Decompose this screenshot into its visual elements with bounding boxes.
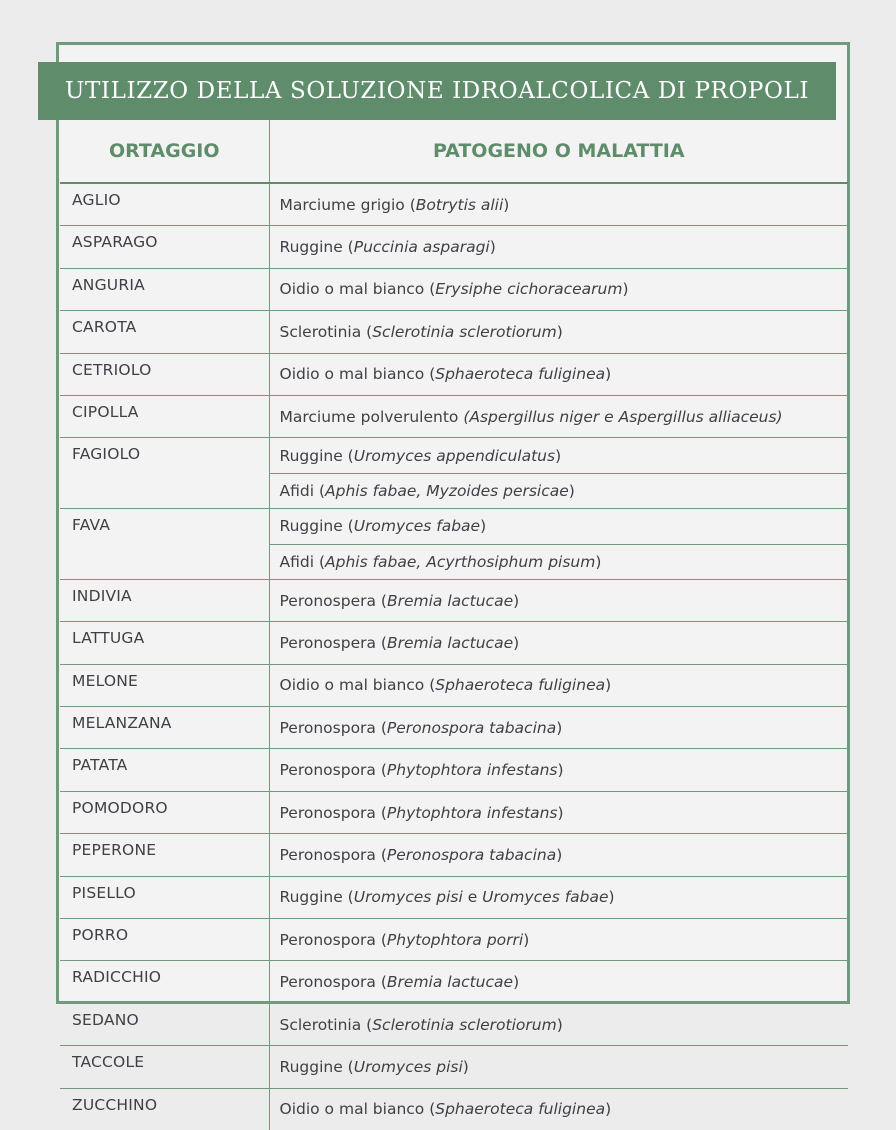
pathogen-cell: [269, 1003, 848, 1045]
scientific-name: Botrytis alii: [415, 195, 504, 214]
disease-name: Oidio o mal bianco (: [279, 1100, 436, 1119]
disease-name: Peronospora (: [279, 761, 387, 780]
pathogen-cell: [269, 749, 848, 791]
vegetable-cell: CAROTA: [60, 311, 269, 353]
disease-name: Peronospora (: [279, 718, 387, 737]
pathogen-cell: [269, 622, 848, 664]
disease-name: ): [608, 888, 615, 907]
disease-name: ): [605, 1100, 612, 1119]
vegetable-cell: PORRO: [60, 919, 269, 961]
vegetable-cell: INDIVIA: [60, 579, 269, 621]
pathogen-cell: [269, 473, 848, 508]
vegetable-cell: PISELLO: [60, 876, 269, 918]
disease-name: Afidi (: [279, 552, 325, 571]
pathogen-cell: [269, 961, 848, 1003]
vegetable-cell: AGLIO: [60, 183, 269, 226]
pathogen-cell: [269, 268, 848, 310]
vegetable-cell: PATATA: [60, 749, 269, 791]
disease-name: ): [480, 517, 487, 536]
table-row: [60, 268, 848, 310]
pathogen-cell: [269, 664, 848, 706]
pathogen-cell: [269, 579, 848, 621]
table-row: [60, 876, 848, 918]
disease-name: e: [462, 888, 483, 907]
disease-name: Ruggine (: [279, 446, 354, 465]
table-row: [60, 749, 848, 791]
disease-name: Ruggine (: [279, 888, 354, 907]
disease-name: Peronospora (: [279, 973, 387, 992]
scientific-name: Uromyces appendiculatus: [353, 446, 556, 465]
pathogen-cell: [269, 1046, 848, 1088]
table-row: [60, 961, 848, 1003]
vegetable-cell: RADICCHIO: [60, 961, 269, 1003]
disease-name: Marciume grigio (: [279, 195, 416, 214]
disease-name: Sclerotinia (: [279, 322, 373, 341]
disease-name: ): [622, 280, 629, 299]
table-row: [60, 664, 848, 706]
pathogen-cell: [269, 438, 848, 473]
table-row: [60, 1046, 848, 1088]
scientific-name: Bremia lactucae: [386, 633, 514, 652]
table-row: [60, 395, 848, 437]
table-row: [60, 1088, 848, 1130]
disease-name: Marciume polverulento: [279, 407, 464, 426]
table-row: [60, 311, 848, 353]
disease-name: ): [556, 718, 563, 737]
scientific-name: Aphis fabae, Myzoides persicae: [325, 481, 569, 500]
pathogen-cell: [269, 226, 848, 268]
table-row: [60, 1003, 848, 1045]
disease-name: Ruggine (: [279, 517, 354, 536]
table-row: [60, 183, 848, 226]
table-title: UTILIZZO DELLA SOLUZIONE IDROALCOLICA DI PROPOLI: [38, 62, 836, 120]
pathogen-cell: [269, 1088, 848, 1130]
table-row: [60, 509, 848, 544]
scientific-name: Uromyces fabae: [353, 517, 481, 536]
propolis-table: [60, 120, 848, 1130]
pathogen-cell: [269, 791, 848, 833]
table-row: [60, 438, 848, 473]
disease-name: ): [557, 803, 564, 822]
table-row: [60, 622, 848, 664]
scientific-name: Uromyces pisi: [353, 1057, 463, 1076]
scientific-name: Bremia lactucae: [386, 591, 514, 610]
table-row: [60, 226, 848, 268]
header-row: [60, 120, 848, 183]
disease-name: ): [557, 761, 564, 780]
pathogen-cell: [269, 395, 848, 437]
vegetable-cell: TACCOLE: [60, 1046, 269, 1088]
table-row: [60, 919, 848, 961]
disease-name: Peronospora (: [279, 930, 387, 949]
disease-name: ): [462, 1057, 469, 1076]
disease-name: ): [605, 365, 612, 384]
pathogen-cell: [269, 876, 848, 918]
disease-name: Oidio o mal bianco (: [279, 365, 436, 384]
vegetable-cell: MELONE: [60, 664, 269, 706]
disease-name: ): [568, 481, 575, 500]
pathogen-cell: [269, 509, 848, 544]
disease-name: Peronospera (: [279, 633, 387, 652]
table-row: [60, 707, 848, 749]
scientific-name: Uromyces pisi: [353, 888, 463, 907]
table-row: [60, 353, 848, 395]
header-vegetable: ORTAGGIO: [60, 120, 269, 183]
pathogen-cell: [269, 311, 848, 353]
disease-name: ): [489, 238, 496, 257]
pathogen-cell: [269, 919, 848, 961]
scientific-name: Peronospora tabacina: [386, 718, 557, 737]
pathogen-cell: [269, 707, 848, 749]
vegetable-cell: ZUCCHINO: [72, 1095, 158, 1114]
vegetable-cell: MELANZANA: [60, 707, 269, 749]
scientific-name: Phytophtora porri: [386, 930, 524, 949]
pathogen-cell: [269, 353, 848, 395]
vegetable-cell: CIPOLLA: [60, 395, 269, 437]
disease-name: Afidi (: [279, 481, 325, 500]
scientific-name: Bremia lactucae: [386, 973, 514, 992]
table-row: [60, 791, 848, 833]
vegetable-cell: ANGURIA: [60, 268, 269, 310]
disease-name: ): [556, 845, 563, 864]
disease-name: Peronospora (: [279, 803, 387, 822]
disease-name: ): [605, 676, 612, 695]
scientific-name: Puccinia asparagi: [353, 238, 490, 257]
disease-name: ): [555, 446, 562, 465]
scientific-name: Sphaeroteca fuliginea: [435, 676, 606, 695]
disease-name: ): [513, 973, 520, 992]
vegetable-cell: LATTUGA: [60, 622, 269, 664]
disease-name: Peronospora (: [279, 845, 387, 864]
vegetable-cell: POMODORO: [60, 791, 269, 833]
header-pathogen: PATOGENO O MALATTIA: [269, 120, 848, 183]
disease-name: Oidio o mal bianco (: [279, 676, 436, 695]
scientific-name: Aphis fabae, Acyrthosiphum pisum: [325, 552, 596, 571]
scientific-name: Sclerotinia sclerotiorum: [372, 322, 557, 341]
disease-name: Oidio o mal bianco (: [279, 280, 436, 299]
vegetable-cell: ASPARAGO: [60, 226, 269, 268]
pathogen-cell: [269, 834, 848, 876]
disease-name: ): [556, 1015, 563, 1034]
scientific-name: Erysiphe cichoracearum: [435, 280, 623, 299]
disease-name: ): [513, 633, 520, 652]
table-row: [60, 579, 848, 621]
disease-name: Peronospera (: [279, 591, 387, 610]
table-body: [60, 183, 848, 1130]
disease-name: Ruggine (: [279, 1057, 354, 1076]
disease-name: Sclerotinia (: [279, 1015, 373, 1034]
disease-name: ): [595, 552, 602, 571]
table-row: [60, 834, 848, 876]
scientific-name: Peronospora tabacina: [386, 845, 557, 864]
vegetable-cell: FAVA: [60, 509, 269, 580]
table-container: [60, 120, 848, 1130]
scientific-name: Phytophtora infestans: [386, 761, 558, 780]
pathogen-cell: [269, 183, 848, 226]
disease-name: ): [513, 591, 520, 610]
disease-name: ): [503, 195, 510, 214]
disease-name: ): [556, 322, 563, 341]
scientific-name: Sclerotinia sclerotiorum: [372, 1015, 557, 1034]
vegetable-cell: PEPERONE: [60, 834, 269, 876]
disease-name: Ruggine (: [279, 238, 354, 257]
scientific-name: (Aspergillus niger e Aspergillus alliaceus): [463, 407, 783, 426]
disease-name: ): [523, 930, 530, 949]
vegetable-cell: SEDANO: [60, 1003, 269, 1045]
pathogen-cell: [269, 544, 848, 579]
scientific-name: Phytophtora infestans: [386, 803, 558, 822]
scientific-name: Sphaeroteca fuliginea: [435, 365, 606, 384]
scientific-name: Sphaeroteca fuliginea: [435, 1100, 606, 1119]
vegetable-cell: CETRIOLO: [60, 353, 269, 395]
vegetable-cell: FAGIOLO: [60, 438, 269, 509]
scientific-name: Uromyces fabae: [482, 888, 609, 907]
